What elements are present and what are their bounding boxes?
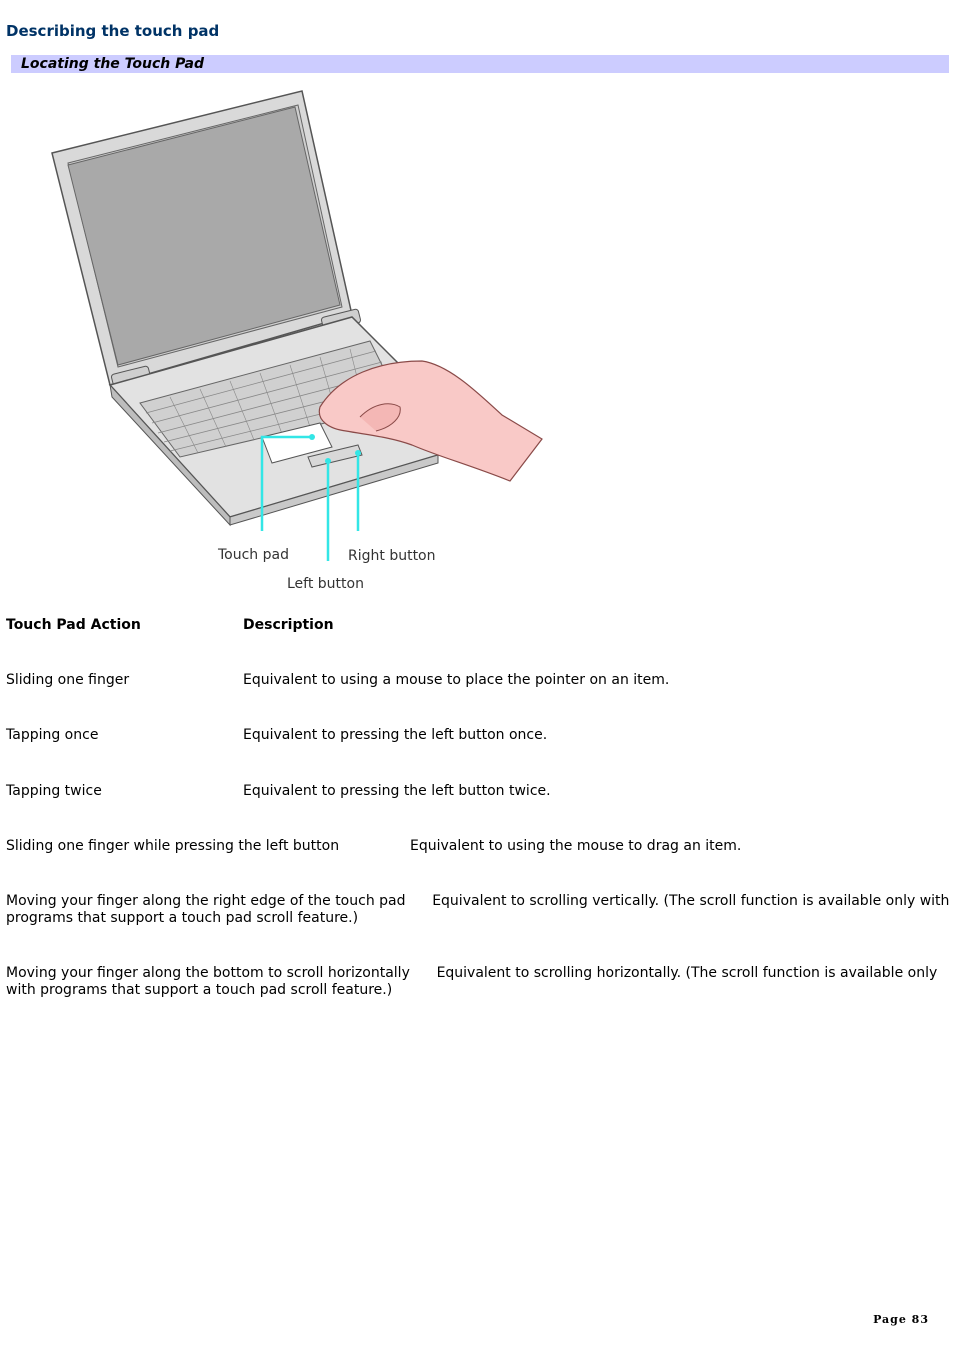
callout-left-button: Left button bbox=[287, 576, 364, 592]
callout-touch-pad: Touch pad bbox=[218, 547, 289, 563]
table-row bbox=[6, 893, 950, 927]
section-title: Locating the Touch Pad bbox=[21, 56, 204, 72]
page-title: Describing the touch pad bbox=[6, 22, 220, 40]
laptop-touchpad-illustration bbox=[40, 85, 560, 600]
row-action: Tapping twice bbox=[6, 783, 102, 799]
row-action: Sliding one finger while pressing the left button bbox=[6, 838, 340, 854]
row-description: Equivalent to scrolling horizontally. (The scroll function is available only with programs that support a touch pad scroll feature.) bbox=[6, 965, 938, 998]
column-header-action: Touch Pad Action bbox=[6, 617, 141, 633]
row-description: Equivalent to pressing the left button twice. bbox=[243, 783, 551, 799]
laptop-drawing bbox=[40, 85, 560, 600]
row-action: Moving your finger along the right edge of the touch pad bbox=[6, 893, 406, 909]
row-description: Equivalent to scrolling vertically. (The scroll function is available only with programs that support a touch pad scroll feature.) bbox=[6, 893, 950, 926]
page-number: Page 83 bbox=[873, 1313, 929, 1326]
row-description: Equivalent to pressing the left button once. bbox=[243, 727, 548, 743]
callout-right-button: Right button bbox=[348, 548, 436, 564]
column-header-description: Description bbox=[243, 617, 334, 633]
table-row bbox=[6, 965, 950, 999]
row-description: Equivalent to using the mouse to drag an item. bbox=[410, 838, 742, 854]
row-description: Equivalent to using a mouse to place the pointer on an item. bbox=[243, 672, 670, 688]
row-action: Tapping once bbox=[6, 727, 99, 743]
row-action: Sliding one finger bbox=[6, 672, 130, 688]
row-action: Moving your finger along the bottom to scroll horizontally bbox=[6, 965, 410, 981]
section-header-bar bbox=[11, 55, 949, 73]
